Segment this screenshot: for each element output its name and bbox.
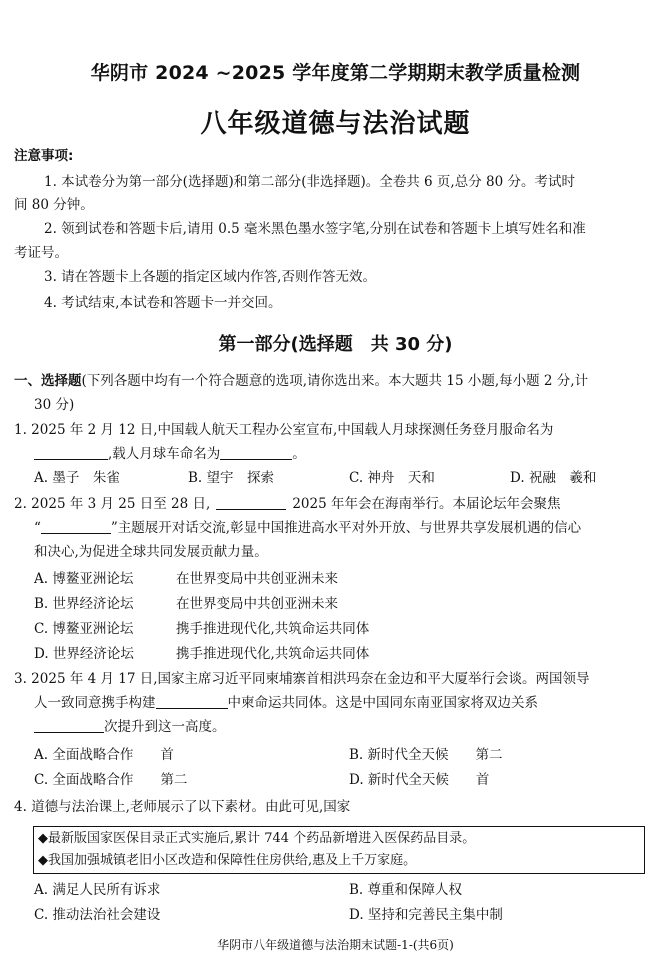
part1-intro-text: (下列各题中均有一个符合题意的选项,请你选出来。本大题共 15 小题,每小题 2 分,计 xyxy=(81,373,589,389)
q1-option-c: C. 神舟 天和 xyxy=(349,470,435,486)
q1-option-d: D. 祝融 羲和 xyxy=(510,470,597,486)
q2-quote-open: “ xyxy=(34,520,41,536)
q3-stem-text-3: 次提升到这一高度。 xyxy=(104,719,226,735)
answer-blank xyxy=(41,519,111,534)
q1-option-a: A. 墨子 朱雀 xyxy=(34,470,120,486)
exam-title: 华阴市 2024 ~2025 学年度第二学期期末教学质量检测 xyxy=(90,62,581,84)
q4-stem: 4. 道德与法治课上,老师展示了以下素材。由此可见,国家 xyxy=(14,799,351,815)
note-3: 3. 请在答题卡上各题的指定区域内作答,否则作答无效。 xyxy=(44,269,376,285)
q2-stem-cont xyxy=(34,519,581,537)
part1-intro-label: 一、选择题 xyxy=(14,373,82,389)
q3-option-a: A. 全面战略合作 首 xyxy=(34,747,174,763)
q4-option-d: D. 坚持和完善民主集中制 xyxy=(349,907,503,923)
q2-option-d-text: 携手推进现代化,共筑命运共同体 xyxy=(176,646,370,662)
part1-intro-cont: 30 分) xyxy=(34,397,75,413)
q3-stem-text-2: 中柬命运共同体。这是中国同东南亚国家将双边关系 xyxy=(227,695,538,711)
q3-option-d: D. 新时代全天候 首 xyxy=(349,772,490,788)
answer-blank xyxy=(156,694,228,709)
note-2: 2. 领到试卷和答题卡后,请用 0.5 毫米黑色墨水签字笔,分别在试卷和答题卡上填写姓名和准 xyxy=(44,221,586,237)
q2-stem xyxy=(14,495,560,513)
q2-option-c-text: 携手推进现代化,共筑命运共同体 xyxy=(176,621,370,637)
q2-option-b: B. 世界经济论坛 xyxy=(34,596,134,612)
q4-material-1: ◆最新版国家医保目录正式实施后,累计 744 个药品新增进入医保药品目录。 xyxy=(38,831,476,846)
notes-heading: 注意事项: xyxy=(14,148,74,164)
answer-blank xyxy=(34,718,104,733)
q1-stem-end: 。 xyxy=(292,446,306,462)
note-4: 4. 考试结束,本试卷和答题卡一并交回。 xyxy=(44,295,282,311)
q2-stem-text-2: 2025 年年会在海南举行。本届论坛年会聚焦 xyxy=(292,496,561,512)
q4-option-b: B. 尊重和保障人权 xyxy=(349,882,463,898)
answer-blank xyxy=(34,445,108,460)
q4-option-c: C. 推动法治社会建设 xyxy=(34,907,161,923)
q1-stem-text: ,载人月球车命名为 xyxy=(108,446,221,462)
part1-intro xyxy=(14,372,588,390)
q3-option-c: C. 全面战略合作 第二 xyxy=(34,772,188,788)
q1-option-b: B. 望宇 探索 xyxy=(188,470,275,486)
q1-stem: 1. 2025 年 2 月 12 日,中国载人航天工程办公室宣布,中国载人月球探测任务登月服命名为 xyxy=(14,422,554,438)
q3-option-b: B. 新时代全天候 第二 xyxy=(349,747,503,763)
q2-option-b-text: 在世界变局中共创亚洲未来 xyxy=(176,596,338,612)
answer-blank xyxy=(220,445,292,460)
q4-material-box xyxy=(33,826,645,874)
subject-title: 八年级道德与法治试题 xyxy=(200,109,471,139)
q2-option-a-text: 在世界变局中共创亚洲未来 xyxy=(176,571,338,587)
answer-blank xyxy=(216,495,286,510)
q2-stem-text-3: ”主题展开对话交流,彰显中国推进高水平对外开放、与世界共享发展机遇的信心 xyxy=(110,520,582,536)
note-2-cont: 考证号。 xyxy=(14,245,68,261)
q2-option-c: C. 博鳌亚洲论坛 xyxy=(34,621,134,637)
note-1: 1. 本试卷分为第一部分(选择题)和第二部分(非选择题)。全卷共 6 页,总分 80 分。考试时 xyxy=(44,174,575,190)
q3-stem-text: 人一致同意携手构建 xyxy=(34,695,156,711)
q3-stem-cont xyxy=(34,694,538,712)
page-footer: 华阴市八年级道德与法治期末试题-1-(共6页) xyxy=(217,938,454,952)
q2-stem-cont-2: 和决心,为促进全球共同发展贡献力量。 xyxy=(34,544,268,560)
q4-material-2: ◆我国加强城镇老旧小区改造和保障性住房供给,惠及上千万家庭。 xyxy=(38,853,417,868)
note-1-cont: 间 80 分钟。 xyxy=(14,197,94,213)
q3-stem-cont-2 xyxy=(34,718,226,736)
q2-option-a: A. 博鳌亚洲论坛 xyxy=(34,571,134,587)
q2-option-d: D. 世界经济论坛 xyxy=(34,646,134,662)
q2-stem-text: 2. 2025 年 3 月 25 日至 28 日, xyxy=(14,496,211,512)
q4-option-a: A. 满足人民所有诉求 xyxy=(34,882,161,898)
part1-title: 第一部分(选择题 共 30 分) xyxy=(218,334,453,355)
q1-stem-cont xyxy=(34,445,306,463)
q3-stem: 3. 2025 年 4 月 17 日,国家主席习近平同柬埔寨首相洪玛奈在金边和平大厦举行会谈。两国领导 xyxy=(14,671,590,687)
